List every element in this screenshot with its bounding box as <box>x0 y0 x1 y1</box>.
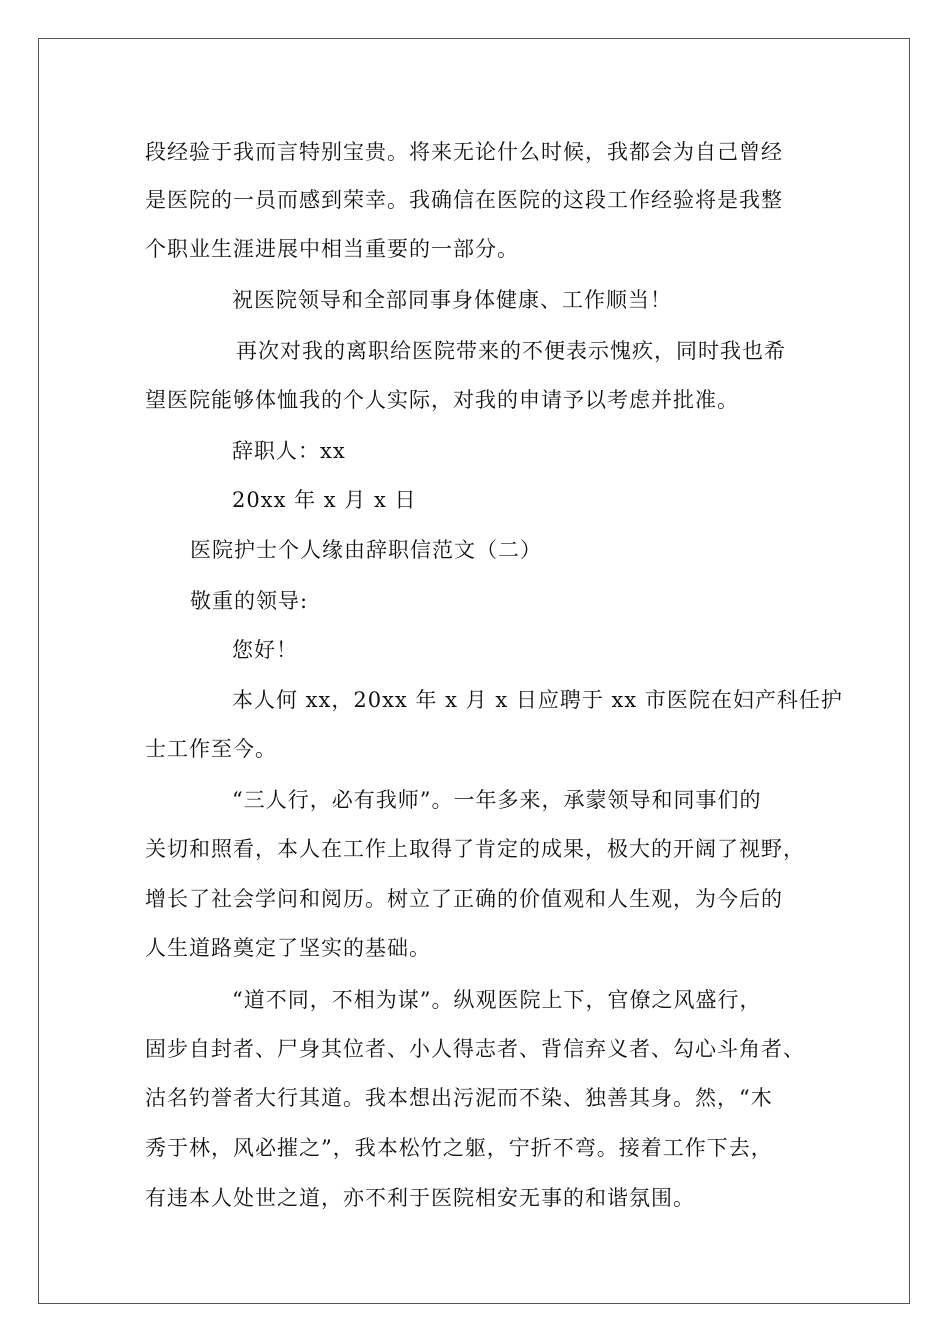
page-border <box>38 38 910 1304</box>
text-line: 再次对我的离职给医院带来的不便表示愧疚，同时我也希 <box>236 339 786 363</box>
text-line: 是医院的一员而感到荣幸。我确信在医院的这段工作经验将是我整 <box>145 188 783 212</box>
text-line: “道不同，不相为谋”。纵观医院上下，官僚之风盛行， <box>232 988 762 1012</box>
text-line: 关切和照看，本人在工作上取得了肯定的成果，极大的开阔了视野， <box>145 837 805 861</box>
text-line: 本人何 xx，20xx 年 x 月 x 日应聘于 xx 市医院在妇产科任护 <box>232 688 843 712</box>
text-line: 人生道路奠定了坚实的基础。 <box>145 936 431 960</box>
text-line: 段经验于我而言特别宝贵。将来无论什么时候，我都会为自己曾经 <box>145 140 783 164</box>
salutation: 敬重的领导: <box>190 589 309 613</box>
signature-line: 辞职人：xx <box>232 439 346 463</box>
closing-wish: 祝医院领导和全部同事身体健康、工作顺当！ <box>232 288 672 312</box>
text-line: 有违本人处世之道，亦不利于医院相安无事的和谐氛围。 <box>145 1186 695 1210</box>
greeting: 您好！ <box>232 638 298 662</box>
date-line: 20xx 年 x 月 x 日 <box>232 488 417 512</box>
text-line: 增长了社会学问和阅历。树立了正确的价值观和人生观，为今后的 <box>145 887 783 911</box>
text-line: 士工作至今。 <box>145 737 277 761</box>
section-heading: 医院护士个人缘由辞职信范文（二） <box>190 538 542 562</box>
text-line: 望医院能够体恤我的个人实际，对我的申请予以考虑并批准。 <box>145 388 739 412</box>
text-line: 秀于林，风必摧之”，我本松竹之躯，宁折不弯。接着工作下去， <box>145 1136 773 1160</box>
text-line: “三人行，必有我师”。一年多来，承蒙领导和同事们的 <box>232 788 762 812</box>
text-line: 个职业生涯进展中相当重要的一部分。 <box>145 237 519 261</box>
text-line: 固步自封者、尸身其位者、小人得志者、背信弃义者、勾心斗角者、 <box>145 1037 805 1061</box>
text-line: 沽名钓誉者大行其道。我本想出污泥而不染、独善其身。然，“木 <box>145 1086 773 1110</box>
